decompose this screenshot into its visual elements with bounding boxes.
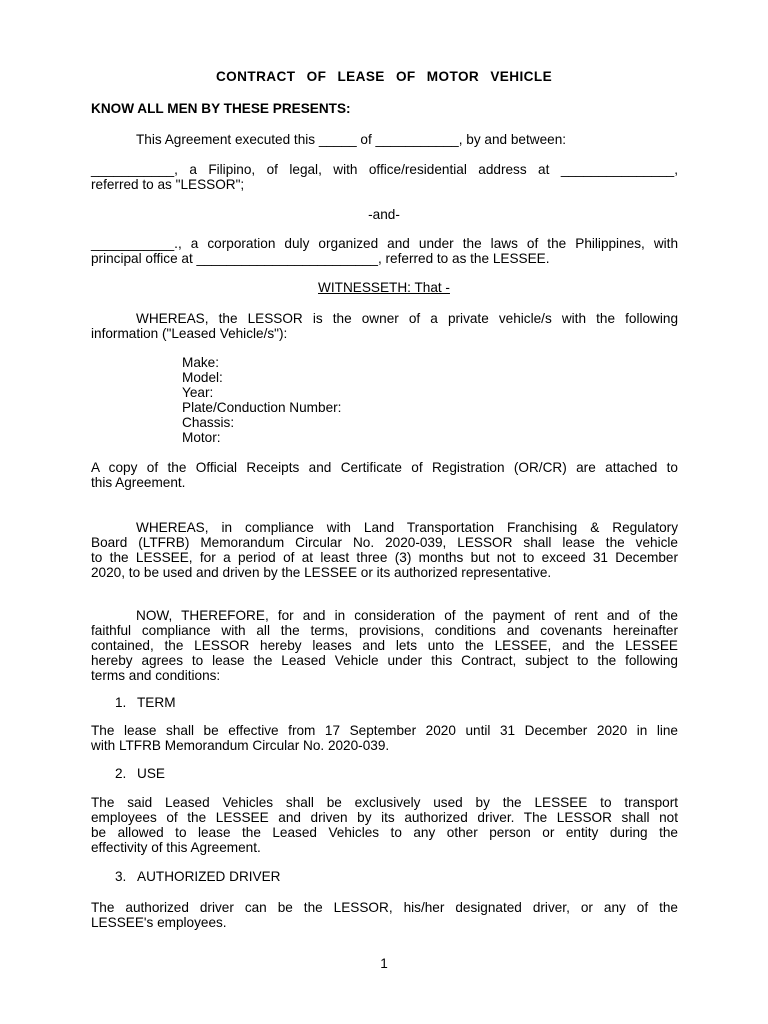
know-all-heading: KNOW ALL MEN BY THESE PRESENTS: (91, 101, 351, 116)
now-therefore-line-2: faithful compliance with all the terms, provisions, conditions and covenants hereinafter (91, 623, 678, 638)
lessee-line-1: ___________., a corporation duly organized and under the laws of the Philippines, with (91, 236, 678, 251)
vehicle-field-make: Make: (182, 355, 220, 370)
now-therefore-line-1: NOW, THEREFORE, for and in consideration of the payment of rent and of the (136, 608, 678, 623)
section-1-number: 1. (115, 695, 127, 710)
copy-line-2: this Agreement. (91, 475, 186, 490)
section-1-line-2: with LTFRB Memorandum Circular No. 2020-039. (91, 738, 390, 753)
witnesseth-text: WITNESSETH: That - (318, 280, 450, 295)
section-2-heading: USE (137, 766, 165, 781)
page-number: 1 (380, 956, 388, 971)
section-2-line-1: The said Leased Vehicles shall be exclusively used by the LESSEE to transport (91, 795, 678, 810)
section-3-number: 3. (115, 869, 127, 884)
copy-line-1: A copy of the Official Receipts and Certificate of Registration (OR/CR) are attached to (91, 460, 678, 475)
vehicle-field-model: Model: (182, 370, 223, 385)
now-therefore-line-5: terms and conditions: (91, 668, 221, 683)
whereas2-line-1: WHEREAS, in compliance with Land Transportation Franchising & Regulatory (136, 520, 678, 535)
lessor-line-1: ___________, a Filipino, of legal, with office/residential address at _______________, (91, 162, 678, 177)
section-2-line-2: employees of the LESSEE and driven by its authorized driver. The LESSOR shall not (91, 810, 678, 825)
agreement-executed-line: This Agreement executed this _____ of ___________, by and between: (136, 132, 567, 147)
vehicle-field-chassis: Chassis: (182, 415, 235, 430)
vehicle-field-year: Year: (182, 385, 214, 400)
whereas2-line-2: Board (LTFRB) Memorandum Circular No. 2020-039, LESSOR shall lease the vehicle (91, 535, 678, 550)
now-therefore-line-4: hereby agrees to lease the Leased Vehicle under this Contract, subject to the following (91, 653, 678, 668)
vehicle-field-motor: Motor: (182, 430, 221, 445)
and-separator: -and- (368, 207, 400, 222)
lessee-line-2: principal office at ________________________, referred to as the LESSEE. (91, 251, 550, 266)
whereas1-line-1: WHEREAS, the LESSOR is the owner of a private vehicle/s with the following (136, 311, 678, 326)
section-2-number: 2. (115, 766, 127, 781)
lessor-line-2: referred to as "LESSOR"; (91, 177, 245, 192)
now-therefore-line-3: contained, the LESSOR hereby leases and lets unto the LESSEE, and the LESSEE (91, 638, 678, 653)
document-title: CONTRACT OF LEASE OF MOTOR VEHICLE (215, 69, 553, 84)
witnesseth-heading (0, 280, 768, 295)
whereas1-line-2: information ("Leased Vehicle/s"): (91, 326, 288, 341)
section-1-heading: TERM (137, 695, 176, 710)
section-3-line-2: LESSEE's employees. (91, 915, 227, 930)
section-1-line-1: The lease shall be effective from 17 September 2020 until 31 December 2020 in line (91, 723, 678, 738)
section-3-heading: AUTHORIZED DRIVER (137, 869, 281, 884)
section-3-line-1: The authorized driver can be the LESSOR, his/her designated driver, or any of the (91, 900, 678, 915)
whereas2-line-4: 2020, to be used and driven by the LESSEE or its authorized representative. (91, 565, 552, 580)
section-2-line-4: effectivity of this Agreement. (91, 840, 261, 855)
vehicle-field-plate: Plate/Conduction Number: (182, 400, 342, 415)
whereas2-line-3: to the LESSEE, for a period of at least three (3) months but not to exceed 31 December (91, 550, 678, 565)
section-2-line-3: be allowed to lease the Leased Vehicles to any other person or entity during the (91, 825, 678, 840)
